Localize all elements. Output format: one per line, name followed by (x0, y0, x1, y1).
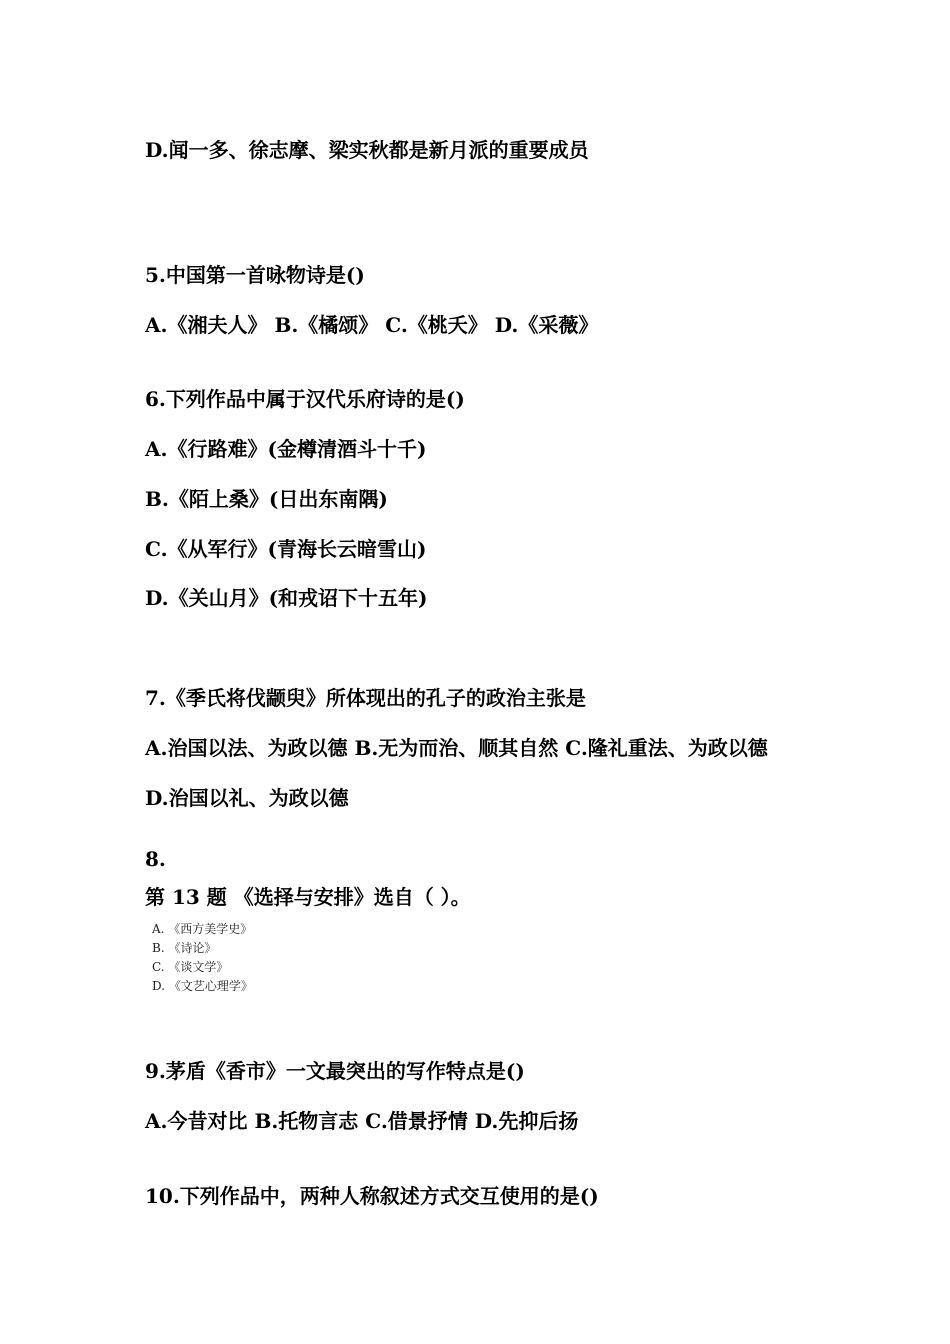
q7-options-abc: A.治国以法、为政以德 B.无为而治、顺其自然 C.隆礼重法、为政以德 (145, 736, 768, 760)
q6-option-d: D.《关山月》(和戎诏下十五年) (145, 586, 428, 610)
q6-stem: 6.下列作品中属于汉代乐府诗的是() (145, 387, 465, 411)
q9-stem: 9.茅盾《香市》一文最突出的写作特点是() (145, 1059, 525, 1083)
q5-stem: 5.中国第一首咏物诗是() (145, 263, 365, 287)
q5-options: A.《湘夫人》 B.《橘颂》 C.《桃夭》 D.《采薇》 (145, 313, 599, 337)
q6-option-c: C.《从军行》(青海长云暗雪山) (145, 537, 427, 561)
q7-stem: 7.《季氏将伐颛臾》所体现出的孔子的政治主张是 (145, 686, 586, 710)
q8-option-c: C. 《谈文学》 (152, 960, 229, 974)
q10-stem: 10.下列作品中，两种人称叙述方式交互使用的是() (145, 1184, 599, 1208)
q8-stem: 第 13 题 《选择与安排》选自（ ）。 (145, 885, 471, 909)
q7-option-d: D.治国以礼、为政以德 (145, 786, 349, 810)
q6-option-b: B.《陌上桑》(日出东南隅) (145, 487, 388, 511)
q8-option-a: A. 《西方美学史》 (152, 922, 253, 936)
q9-options: A.今昔对比 B.托物言志 C.借景抒情 D.先抑后扬 (145, 1109, 579, 1133)
q6-option-a: A.《行路难》(金樽清酒斗十千) (145, 437, 427, 461)
q8-option-d: D. 《文艺心理学》 (152, 979, 253, 993)
q8-option-b: B. 《诗论》 (152, 941, 217, 955)
q8-number: 8. (145, 847, 166, 871)
q4-option-d: D.闻一多、徐志摩、梁实秋都是新月派的重要成员 (145, 138, 589, 162)
